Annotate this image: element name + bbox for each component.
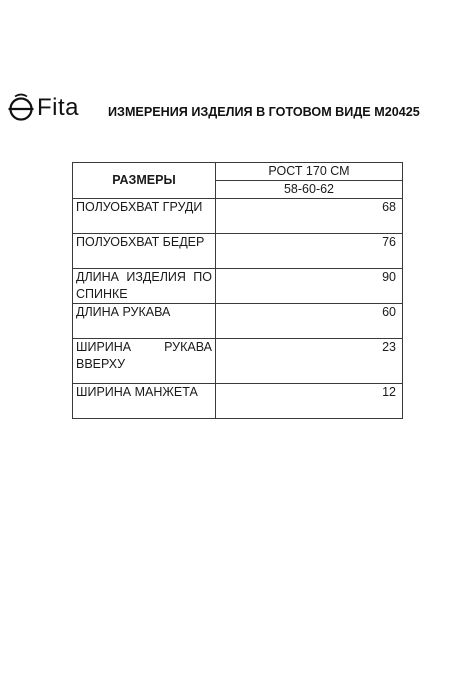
- fita-circle-logo-icon: [8, 93, 34, 123]
- row-value: 76: [216, 234, 403, 269]
- table-row: [73, 234, 403, 269]
- row-value: 12: [216, 384, 403, 419]
- header-height: РОСТ 170 СМ: [216, 163, 403, 181]
- table-row: [73, 269, 403, 304]
- table-row: [73, 304, 403, 339]
- table-row: [73, 339, 403, 384]
- table-header-row: [73, 163, 403, 181]
- header-size-range: 58-60-62: [216, 181, 403, 199]
- row-value: 68: [216, 199, 403, 234]
- row-label: ШИРИНА МАНЖЕТА: [73, 384, 216, 419]
- brand-logo-text: Fita: [37, 94, 80, 121]
- size-measurements-table: [72, 162, 403, 419]
- table-row: [73, 199, 403, 234]
- row-value: 90: [216, 269, 403, 304]
- row-value: 23: [216, 339, 403, 384]
- row-label: ШИРИНА РУКАВА ВВЕРХУ: [73, 339, 216, 384]
- row-label: ДЛИНА РУКАВА: [73, 304, 216, 339]
- header-sizes-label: РАЗМЕРЫ: [73, 163, 216, 199]
- row-label: ПОЛУОБХВАТ БЕДЕР: [73, 234, 216, 269]
- row-value: 60: [216, 304, 403, 339]
- table-row: [73, 384, 403, 419]
- document-title: ИЗМЕРЕНИЯ ИЗДЕЛИЯ В ГОТОВОМ ВИДЕ M20425: [108, 105, 420, 119]
- brand-logo: [8, 93, 79, 123]
- row-label: ПОЛУОБХВАТ ГРУДИ: [73, 199, 216, 234]
- row-label: ДЛИНА ИЗДЕЛИЯ ПО СПИНКЕ: [73, 269, 216, 304]
